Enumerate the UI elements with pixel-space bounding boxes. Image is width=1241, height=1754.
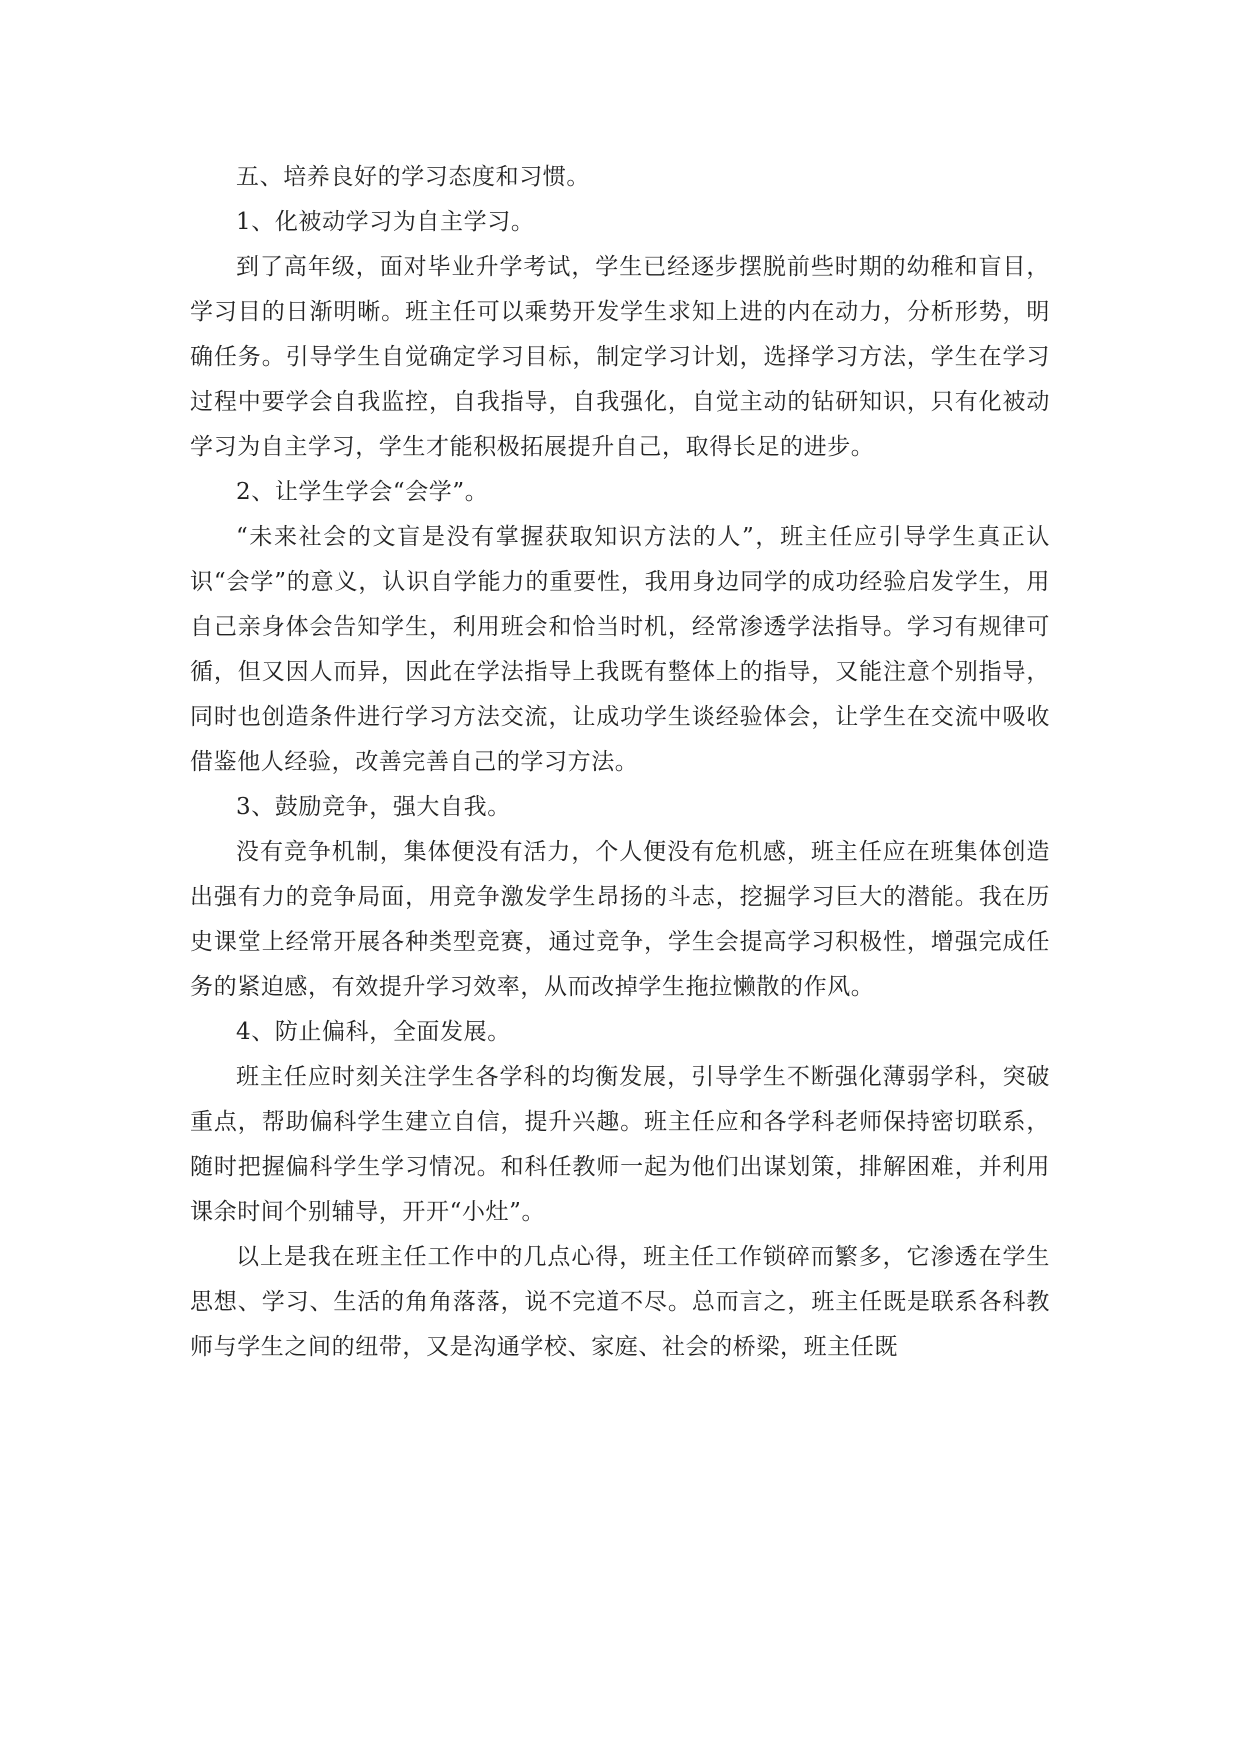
paragraph-1: 到了高年级，面对毕业升学考试，学生已经逐步摆脱前些时期的幼稚和盲目，学习目的日渐明晰。班主任可以乘势开发学生求知上进的内在动力，分析形势，明确任务。引导学生自觉确定学习目标，制定学习计划，选择学习方法，学生在学习过程中要学会自我监控，自我指导，自我强化，自觉主动的钻研知识，只有化被动学习为自主学习，学生才能积极拓展提升自己，取得长足的进步。 (190, 254, 1050, 460)
subheading-2: 2、让学生学会“会学”。 (236, 479, 489, 505)
subheading-1: 1、化被动学习为自主学习。 (236, 209, 535, 235)
document-body (190, 155, 1050, 1370)
paragraph-2: “未来社会的文盲是没有掌握获取知识方法的人”，班主任应引导学生真正认识“会学”的意义，认识自学能力的重要性，我用身边同学的成功经验启发学生，用自己亲身体会告知学生，利用班会和恰当时机，经常渗透学法指导。学习有规律可循，但又因人而异，因此在学法指导上我既有整体上的指导，又能注意个别指导，同时也创造条件进行学习方法交流，让成功学生谈经验体会，让学生在交流中吸收借鉴他人经验，改善完善自己的学习方法。 (190, 524, 1050, 775)
paragraph-5: 以上是我在班主任工作中的几点心得，班主任工作锁碎而繁多，它渗透在学生思想、学习、生活的角角落落，说不完道不尽。总而言之，班主任既是联系各科教师与学生之间的纽带，又是沟通学校、家庭、社会的桥梁，班主任既 (190, 1244, 1050, 1360)
subheading-3: 3、鼓励竞争，强大自我。 (236, 794, 511, 820)
paragraph-4: 班主任应时刻关注学生各学科的均衡发展，引导学生不断强化薄弱学科，突破重点，帮助偏科学生建立自信，提升兴趣。班主任应和各学科老师保持密切联系，随时把握偏科学生学习情况。和科任教师一起为他们出谋划策，排解困难，并利用课余时间个别辅导，开开“小灶”。 (190, 1064, 1050, 1225)
section-heading: 五、培养良好的学习态度和习惯。 (236, 164, 590, 190)
paragraph-3: 没有竞争机制，集体便没有活力，个人便没有危机感，班主任应在班集体创造出强有力的竞争局面，用竞争激发学生昂扬的斗志，挖掘学习巨大的潜能。我在历史课堂上经常开展各种类型竞赛，通过竞争，学生会提高学习积极性，增强完成任务的紧迫感，有效提升学习效率，从而改掉学生拖拉懒散的作风。 (190, 839, 1050, 1000)
subheading-4: 4、防止偏科，全面发展。 (236, 1019, 511, 1045)
